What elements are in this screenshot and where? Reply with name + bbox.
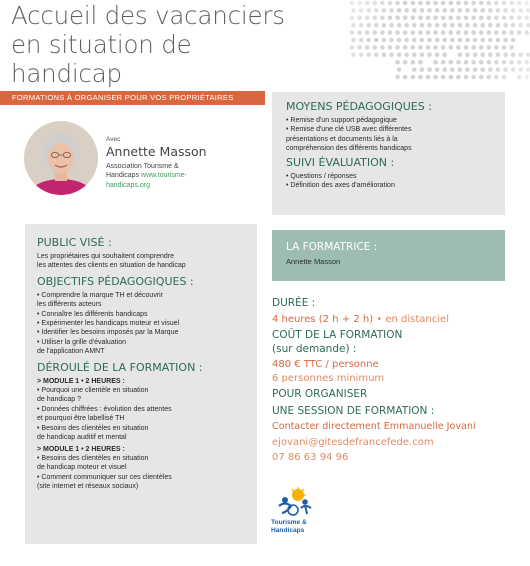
module2-line: de handicap moteur et visuel — [37, 464, 127, 472]
assoc-line-1: Association Tourisme & — [106, 163, 179, 170]
practical-info — [272, 297, 517, 465]
organiser-heading-2: UNE SESSION DE FORMATION : — [272, 404, 435, 417]
cout-heading-1: COÛT DE LA FORMATION — [272, 329, 403, 341]
formatrice-name: Annette Masson — [286, 257, 341, 266]
moyens-heading: MOYENS PÉDAGOGIQUES : — [286, 100, 432, 113]
objectifs-line: • Utiliser la grille d'évaluation — [37, 338, 126, 346]
moyens-list — [286, 116, 505, 154]
public-objectifs-box — [25, 224, 257, 544]
logo-line-1: Tourisme & — [271, 519, 307, 526]
logo-mark-icon — [271, 486, 321, 520]
cout-minimum: 6 personnes minimum — [272, 372, 385, 384]
organiser-contact: Contacter directement Emmanuelle Jovani — [272, 421, 476, 432]
duree-value-line — [272, 313, 517, 327]
module2-line: • Comment communiquer sur ces clientèles — [37, 473, 172, 481]
module2-line: • Besoins des clientèles en situation — [37, 454, 149, 462]
website-link[interactable]: www.tourisme- — [141, 172, 187, 180]
title-line-1: Accueil des vacanciers — [11, 1, 285, 30]
logo-text — [271, 519, 331, 534]
objectifs-line: • Identifier les besoins imposés par la Marque — [37, 329, 179, 337]
moyens-line: compréhension des différents handicaps — [286, 145, 412, 153]
public-line: les attentes des clients en situation de handicap — [37, 262, 186, 270]
suivi-list — [286, 172, 505, 191]
contact-phone[interactable]: 07 86 63 94 96 — [272, 452, 349, 463]
cout-price: 480 € TTC / personne — [272, 359, 379, 370]
objectifs-line: de l'application AMNT — [37, 348, 105, 356]
suivi-heading: SUIVI ÉVALUATION : — [286, 155, 395, 169]
title-line-2: en situation de — [11, 30, 192, 59]
duree-value: 4 heures (2 h + 2 h) — [272, 313, 374, 325]
module1-line: de handicap ? — [37, 396, 81, 404]
decorative-dot-pattern — [349, 0, 530, 82]
page-title — [11, 1, 341, 88]
moyens-line: • Remise d'un support pédagogique — [286, 117, 397, 124]
formatrice-box — [272, 230, 505, 281]
public-heading: PUBLIC VISÉ : — [37, 236, 112, 249]
website-link-continued[interactable]: handicaps.org — [106, 181, 150, 189]
trainer-avec-label: Avec — [106, 136, 121, 143]
moyens-line: présentations et documents liés à la — [286, 135, 398, 143]
contact-email[interactable]: ejovani@gitesdefrancefede.com — [272, 436, 434, 448]
organiser-heading-1: POUR ORGANISER — [272, 388, 368, 400]
duree-mode: en distanciel — [385, 313, 449, 325]
module1-line: • Pourquoi une clientèle en situation — [37, 387, 149, 395]
cout-heading-2: (sur demande) : — [272, 342, 357, 355]
suivi-line: • Définition des axes d'amélioration — [286, 182, 395, 190]
suivi-line: • Questions / réponses — [286, 172, 357, 180]
deroule-heading: DÉROULÉ DE LA FORMATION : — [37, 360, 203, 374]
objectifs-line: • Comprendre la marque TH et découvrir — [37, 291, 164, 299]
module1-line: • Besoins des clientèles en situation — [37, 424, 149, 432]
moyens-pedagogiques-box — [272, 92, 505, 215]
module1-line: de handicap auditif et mental — [37, 434, 127, 442]
objectifs-line: • Connaître les différents handicaps — [37, 310, 148, 318]
moyens-line: • Remise d'une clé USB avec différentes — [286, 126, 412, 134]
module2-heading: > MODULE 1 • 2 HEURES : — [37, 445, 125, 453]
assoc-name-end: Handicaps — [106, 172, 140, 180]
objectifs-heading: OBJECTIFS PÉDAGOGIQUES : — [37, 274, 194, 288]
trainer-name: Annette Masson — [106, 144, 207, 159]
objectifs-list — [37, 291, 257, 357]
duree-heading: DURÉE : — [272, 297, 316, 309]
trainer-association — [106, 162, 256, 190]
title-line-3: handicap — [11, 59, 122, 88]
module2-block — [37, 445, 257, 492]
objectifs-line: • Expérimenter les handicaps moteur et visuel — [37, 320, 180, 328]
formatrice-heading: LA FORMATRICE : — [286, 241, 378, 253]
public-line: Les propriétaires qui souhaitent comprendre — [37, 253, 174, 260]
duree-separator: • — [373, 313, 386, 325]
tourisme-handicaps-logo — [271, 486, 321, 538]
category-banner: FORMATIONS À ORGANISER POUR VOS PROPRIÉTAIRES — [0, 91, 265, 105]
module1-line: et pourquoi être labellisé TH — [37, 415, 125, 423]
module1-block — [37, 377, 257, 443]
trainer-photo — [24, 121, 98, 195]
module2-line: (site internet et réseaux sociaux) — [37, 483, 139, 491]
logo-line-2: Handicaps — [271, 526, 305, 534]
module1-heading: > MODULE 1 • 2 HEURES : — [37, 377, 125, 385]
trainer-info — [106, 136, 256, 190]
module1-line: • Données chiffrées : évolution des attentes — [37, 405, 172, 413]
public-text — [37, 252, 257, 271]
objectifs-line: les différents acteurs — [37, 301, 102, 309]
assoc-line-2 — [106, 171, 256, 180]
